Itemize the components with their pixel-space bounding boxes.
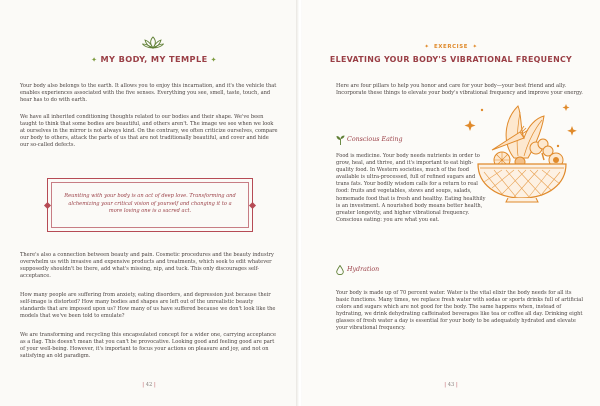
exercise-label-text: EXERCISE [434, 44, 468, 50]
pull-quote-text: Reuniting with your body is an act of deep love. Transforming and alchemizing your critical vision of yourself and changing it to a more loving one is a sacred act. [64, 193, 236, 215]
page-title-left [20, 54, 288, 64]
paragraph-3: There's also a connection between beauty and pain. Cosmetic procedures and the beauty industry overwhelm us with invasive and expensive products and treatments, which seek to edit whatever supposedly shouldn't be there, add what's missing, nip, and tuck. This only discourages self-acceptance. [20, 252, 274, 280]
paragraph-1: Your body also belongs to the earth. It allows you to enjoy this incarnation, and it's the vehicle that enables experiences associated with the five senses. Everything you see, smell, taste, touch, and hear has to do with earth. [20, 83, 277, 104]
water-drop-icon [336, 265, 344, 275]
star-ornament-icon: ✦ [424, 44, 430, 50]
sprout-icon [336, 135, 345, 145]
page-number-text: 42 [145, 382, 153, 388]
paragraph-2: We have all inherited conditioning thoughts related to our bodies and their shape. We've been taught to think that some bodies are beautiful, and others aren't. The image we see when we look at ourselves in the mirror is not always kind. On the contrary, we often criticize ourselves, compare our body to others, attack the parts of us that are not traditionally beautiful, and cover and hide our so-called defects. [20, 114, 278, 149]
section-heading-eating: Conscious Eating [347, 136, 403, 143]
page-number-right: | 43 | [444, 382, 458, 388]
star-ornament-icon: ✦ [472, 44, 478, 50]
star-ornament-icon: ✦ [210, 56, 217, 64]
hydration-paragraph: Your body is made up of 70 percent water. Water is the vital elixir the body needs for all its basic functions. Many times, we replace fresh water with sodas or sports drinks full of artificial colors and sugars which are not good for the body. The same happens when, instead of hydrating, we drink dehydrating caffeinated beverages like tea or coffee all day. Drinking eight glasses of fresh water a day is essential for your body to be adequately hydrated and elevate your vibrational frequency. [336, 290, 583, 332]
page-number-left: | 42 | [142, 382, 156, 388]
lotus-icon [142, 36, 164, 49]
paragraph-4: How many people are suffering from anxiety, eating disorders, and depression just because their self-image is distorted? How many bodies and shapes are left out of the unrealistic beauty standards that are imposed upon us? How many of us have suffered because we don't look like the models that we've been told to emulate? [20, 292, 276, 320]
pull-quote-box [47, 178, 253, 232]
diamond-ornament-icon [44, 202, 51, 209]
intro-paragraph: Here are four pillars to help you honor and care for your body—your best friend and ally. Incorporate these things to elevate your body's vibrational frequency and improve your energy. [336, 83, 583, 97]
page-number-text: 43 [447, 382, 455, 388]
paragraph-5: We are transforming and recycling this encapsulated concept for a wider one, carrying acceptance as a flag. This doesn't mean that you can't be provocative. Looking good and feeling good are part of your well-being. However, it's important to focus your actions on pleasure and joy, and not on satisfying an old paradigm. [20, 332, 277, 360]
exercise-label [302, 44, 600, 50]
right-page [302, 0, 600, 406]
food-bowl-illustration [462, 98, 582, 203]
eating-paragraph: Food is medicine. Your body needs nutrients in order to grow, heal, and thrive, and it's important to eat high-quality food. In Western societies, much of the food available is ultra-processed, full of refined sugars and trans fats. Your bodily wisdom calls for a return to real food: fruits and vegetables, stews and soups, salads, homemade food that is fresh and healthy. Eating healthily is an investment. A nourished body means better health, greater longevity, and higher vibrational frequency. Conscious eating: you are what you eat. [336, 153, 486, 223]
left-page [0, 0, 298, 406]
title-text: MY BODY, MY TEMPLE [100, 54, 208, 64]
diamond-ornament-icon [249, 202, 256, 209]
section-heading-hydration: Hydration [347, 266, 380, 273]
star-ornament-icon: ✦ [91, 56, 98, 64]
page-title-right: ELEVATING YOUR BODY'S VIBRATIONAL FREQUENCY [329, 55, 573, 64]
